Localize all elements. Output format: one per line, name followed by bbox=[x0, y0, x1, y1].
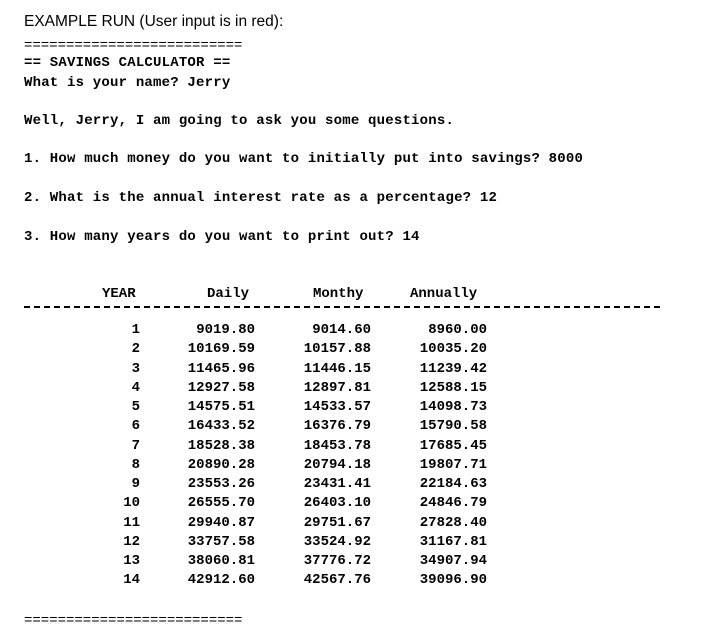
column-header-monthly: Monthy bbox=[313, 286, 364, 302]
column-header-daily: Daily bbox=[207, 286, 250, 302]
bottom-rule: ========================== bbox=[24, 613, 243, 629]
monthly-cell: 37776.72 bbox=[303, 553, 371, 569]
column-header-year: YEAR bbox=[102, 286, 136, 302]
annually-cell: 12588.15 bbox=[419, 379, 487, 396]
annually-cell: 14098.73 bbox=[419, 399, 487, 415]
monthly-cell: 18453.78 bbox=[303, 437, 371, 454]
year-cell: 3 bbox=[131, 360, 140, 377]
annually-cell: 17685.45 bbox=[419, 437, 487, 454]
year-cell: 13 bbox=[123, 553, 140, 569]
daily-cell: 11465.96 bbox=[187, 360, 255, 377]
year-cell: 10 bbox=[123, 495, 140, 512]
year-cell: 9 bbox=[131, 476, 140, 492]
daily-cell: 42912.60 bbox=[187, 572, 255, 589]
annually-cell: 27828.40 bbox=[419, 514, 487, 531]
daily-cell: 16433.52 bbox=[187, 418, 255, 435]
daily-cell: 10169.59 bbox=[187, 341, 255, 358]
monthly-cell: 11446.15 bbox=[303, 360, 371, 377]
annually-cell: 15790.58 bbox=[419, 418, 487, 435]
monthly-cell: 33524.92 bbox=[303, 533, 371, 550]
annually-cell: 10035.20 bbox=[419, 341, 487, 358]
year-cell: 12 bbox=[123, 533, 140, 550]
top-rule: ========================== bbox=[24, 38, 243, 54]
question-1: 1. How much money do you want to initially put into savings? 8000 bbox=[24, 151, 584, 167]
year-cell: 1 bbox=[131, 322, 140, 338]
daily-cell: 29940.87 bbox=[187, 514, 255, 531]
year-cell: 8 bbox=[131, 456, 140, 473]
monthly-cell: 16376.79 bbox=[303, 418, 371, 435]
daily-cell: 14575.51 bbox=[187, 399, 255, 415]
daily-cell: 18528.38 bbox=[187, 437, 255, 454]
monthly-cell: 23431.41 bbox=[303, 476, 371, 492]
name-prompt: What is your name? Jerry bbox=[24, 75, 231, 91]
year-cell: 7 bbox=[131, 437, 140, 454]
annually-cell: 19807.71 bbox=[419, 456, 487, 473]
year-cell: 6 bbox=[131, 418, 140, 435]
monthly-cell: 26403.10 bbox=[303, 495, 371, 512]
annually-cell: 22184.63 bbox=[419, 476, 487, 492]
column-header-annually: Annually bbox=[410, 286, 478, 302]
daily-cell: 20890.28 bbox=[187, 456, 255, 473]
monthly-cell: 14533.57 bbox=[303, 399, 371, 415]
monthly-cell: 9014.60 bbox=[312, 322, 371, 338]
annually-cell: 11239.42 bbox=[419, 360, 487, 377]
example-run-heading: EXAMPLE RUN (User input is in red): bbox=[24, 13, 284, 30]
question-2: 2. What is the annual interest rate as a percentage? 12 bbox=[24, 190, 498, 206]
annually-cell: 8960.00 bbox=[428, 322, 487, 338]
annually-cell: 34907.94 bbox=[419, 553, 487, 569]
daily-cell: 23553.26 bbox=[187, 476, 255, 492]
question-3: 3. How many years do you want to print out? 14 bbox=[24, 229, 420, 245]
monthly-cell: 12897.81 bbox=[303, 379, 371, 396]
year-cell: 14 bbox=[123, 572, 140, 589]
year-cell: 4 bbox=[131, 379, 140, 396]
monthly-cell: 42567.76 bbox=[303, 572, 371, 589]
year-cell: 2 bbox=[131, 341, 140, 358]
daily-cell: 12927.58 bbox=[187, 379, 255, 396]
monthly-cell: 10157.88 bbox=[303, 341, 371, 358]
monthly-cell: 20794.18 bbox=[303, 456, 371, 473]
greeting-line: Well, Jerry, I am going to ask you some questions. bbox=[24, 113, 455, 129]
annually-cell: 24846.79 bbox=[419, 495, 487, 512]
daily-cell: 33757.58 bbox=[187, 533, 255, 550]
year-cell: 11 bbox=[123, 514, 140, 531]
calculator-title: == SAVINGS CALCULATOR == bbox=[24, 55, 231, 71]
table-divider bbox=[24, 306, 660, 308]
daily-cell: 9019.80 bbox=[196, 322, 255, 338]
monthly-cell: 29751.67 bbox=[303, 514, 371, 531]
annually-cell: 39096.90 bbox=[419, 572, 487, 589]
daily-cell: 38060.81 bbox=[187, 553, 255, 569]
year-cell: 5 bbox=[131, 399, 140, 415]
daily-cell: 26555.70 bbox=[187, 495, 255, 512]
annually-cell: 31167.81 bbox=[419, 533, 487, 550]
